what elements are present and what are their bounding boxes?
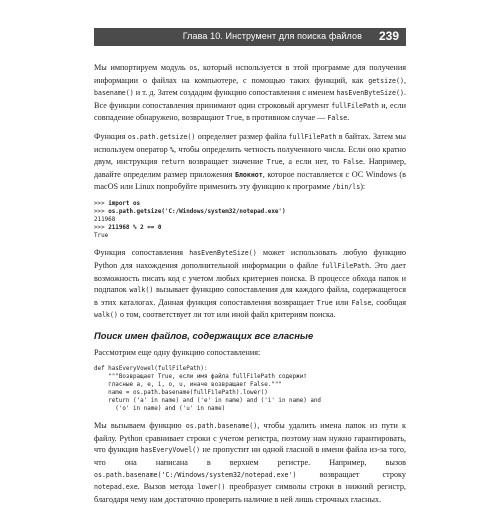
text-run: преобразует символы строки в нижний регистр, благодаря чему нам достаточно проверить наличие в ней лишь строчных гласных.: [94, 482, 406, 504]
inline-code: fullFilePath: [331, 101, 379, 110]
inline-code: True: [316, 298, 333, 307]
text-run: , которое поставляется с ОС Windows (в macOS или Linux попробуйте применить эту функцию к программе: [94, 169, 406, 192]
code-line: [94, 224, 406, 232]
text-run: и т. д. Затем создадим функцию сопоставления с именем: [133, 88, 337, 98]
page-body: [94, 62, 406, 511]
code-input: 211968 % 2 == 0: [108, 225, 162, 232]
code-line: [94, 405, 406, 413]
code-input: import os: [108, 200, 141, 207]
text-run: может использовать любую функцию Python для нахождения дополнительной информации о файле: [94, 248, 406, 270]
inline-code: walk(): [129, 286, 154, 295]
text-run: в байтах. Затем мы используем оператор: [94, 131, 406, 154]
inline-code: /bin/ls: [332, 183, 361, 192]
text-run: возвращает значение: [184, 157, 267, 167]
code-input: os.path.getsize('C:/Windows/system32/notepad.exe'): [108, 209, 286, 216]
code-text: 211968: [94, 217, 116, 224]
code-text: >>>: [94, 225, 109, 232]
inline-code: False: [327, 114, 348, 123]
text-run: или: [332, 297, 352, 307]
text-run: Рассмотрим еще одну функцию сопоставления:: [94, 347, 261, 357]
inline-code: getsize(): [368, 76, 404, 85]
code-text: """Возвращает True, если имя файла fullFilePath содержит: [94, 373, 307, 380]
text-run: , сообщая: [371, 297, 406, 307]
code-line: [94, 373, 406, 381]
inline-code: %: [169, 145, 174, 154]
inline-code: notepad.exe: [94, 483, 138, 492]
text-run: , а если нет, то: [282, 157, 344, 167]
text-run: .: [347, 113, 350, 123]
text-run: ,: [403, 75, 406, 85]
paragraph: [94, 62, 406, 125]
text-run: о том, соответствует ли тот или иной файл критериям поиска.: [117, 310, 336, 320]
text-run: . Вызов метода: [137, 482, 198, 492]
chapter-title: Глава 10. Инструмент для поиска файлов: [182, 31, 362, 41]
text-run: и, если совпадение обнаружено, возвращают: [94, 100, 406, 123]
inline-code: False: [343, 158, 364, 167]
code-line: [94, 200, 406, 208]
text-run: вызывает функцию сопоставления для каждого файла, содержащегося в этих каталогах. Данная функция сопоставления возвращает: [94, 285, 406, 307]
inline-code: lower(): [197, 483, 226, 492]
inline-code: hasEveryVowel(): [140, 446, 201, 455]
text-run: , чтобы удалить имена папок из пути к файлу. Python сравнивает строки с учетом регистра, поэтому нам нужно гарантировать, что функция: [94, 421, 406, 455]
inline-code: return: [160, 158, 185, 167]
code-text: гласные a, e, i, o, u, иначе возвращает False.""": [94, 381, 282, 388]
paragraph: [94, 247, 406, 322]
inline-code: hasEvenByteSize(): [189, 249, 257, 258]
text-run: , в противном случае —: [242, 113, 328, 123]
code-line: [94, 397, 406, 405]
inline-code: os.path.basename('C:/Windows/system32/notepad.exe'): [94, 470, 297, 479]
inline-code: True: [226, 114, 243, 123]
code-text: >>>: [94, 200, 109, 207]
code-text: return ('a' in name) and ('e' in name) and ('i' in name) and: [94, 397, 321, 404]
running-header: [94, 28, 406, 46]
text-run: не пропустит ни одной гласной в имени файла из-за того, что она написана в верхнем регистре. Например, вызов: [94, 445, 407, 467]
inline-code: basename(): [94, 89, 134, 98]
text-run: определяет размер файла: [195, 131, 289, 141]
code-line: [94, 365, 406, 373]
text-run: Функция: [94, 131, 128, 141]
app-name: Блокнот: [234, 170, 263, 179]
text-run: Функция сопоставления: [94, 248, 190, 258]
inline-code: os.path.getsize(): [127, 132, 196, 141]
code-line: [94, 208, 406, 216]
section-subheading: Поиск имен файлов, содержащих все гласные: [94, 329, 314, 341]
inline-code: fullFilePath: [288, 132, 337, 141]
text-run: Мы вызываем функцию: [94, 421, 186, 431]
code-text: ('o' in name) and ('u' in name): [94, 406, 226, 413]
code-line: [94, 381, 406, 389]
inline-code: False: [351, 298, 372, 307]
text-run: , чтобы определить четность полученного числа. Если оно кратно двум, инструкция: [94, 144, 407, 167]
text-run: ):: [360, 182, 366, 192]
page-number: 239: [378, 29, 399, 43]
inline-code: os: [189, 64, 198, 72]
code-line: [94, 216, 406, 224]
inline-code: os.path.basename(): [185, 422, 258, 431]
paragraph: [94, 131, 406, 194]
text-run: . Все функции сопоставления принимают один строковый аргумент: [94, 88, 406, 110]
inline-code: hasEvenByteSize(): [336, 89, 404, 98]
text-run: . Например, давайте определим размер приложения: [94, 157, 406, 179]
text-run: . Это дает возможность писать код с учетом любых критериев поиска. В процессе обхода папок и подпапок: [94, 261, 406, 295]
inline-code: fullFilePath: [321, 262, 370, 270]
code-line: [94, 389, 406, 397]
text-run: Мы импортируем модуль: [94, 63, 190, 72]
inline-code: True: [266, 158, 283, 167]
inline-code: walk(): [94, 311, 118, 320]
text-run: возвращает строку: [296, 469, 406, 479]
paragraph: [94, 347, 406, 359]
code-text: name = os.path.basename(fullFilePath).lower(): [94, 389, 268, 396]
paragraph: [94, 420, 406, 505]
code-text: def hasEveryVowel(fullFilePath):: [94, 365, 208, 372]
text-run: , который используется в этой программе для получения информации о файлах на компьютере, с помощью таких функций, как: [94, 63, 406, 85]
code-line: [94, 232, 406, 240]
code-block: [94, 365, 406, 414]
code-block: [94, 200, 406, 240]
code-text: True: [94, 233, 109, 240]
code-text: >>>: [94, 209, 109, 216]
